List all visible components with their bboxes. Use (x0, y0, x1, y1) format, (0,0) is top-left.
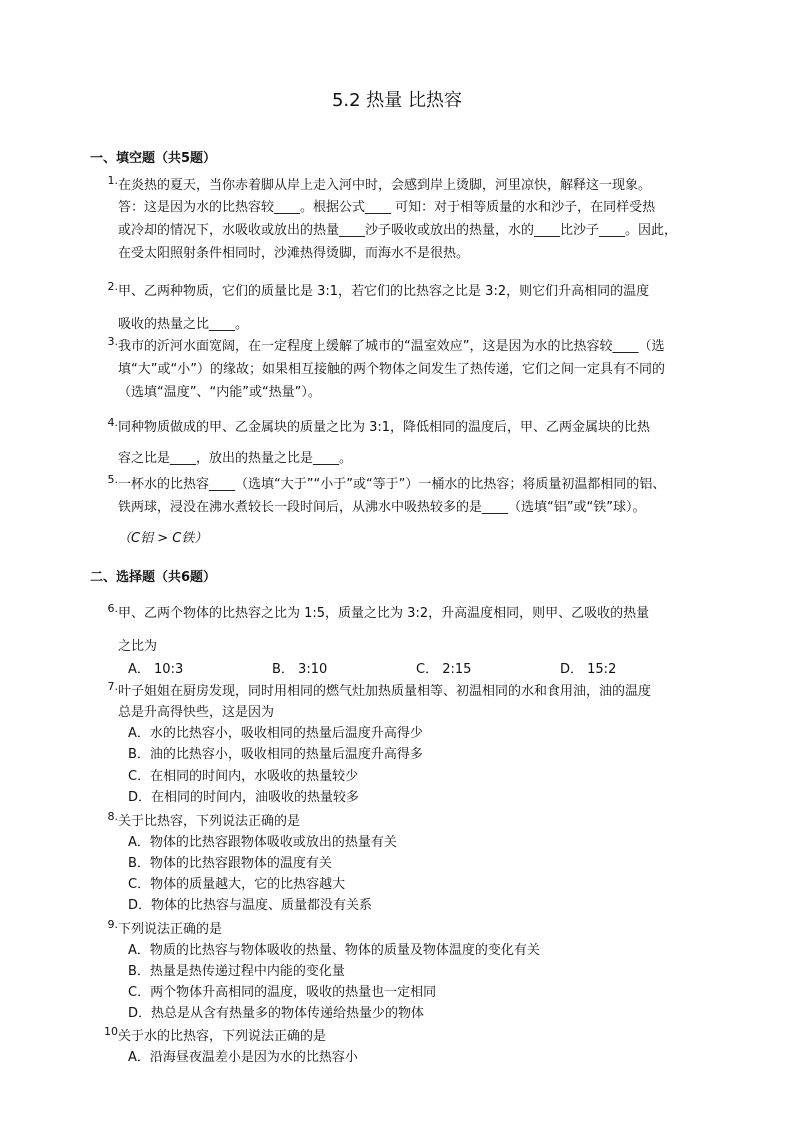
question-number: 7. (107, 680, 118, 693)
question-text: 我市的沂河水面宽阔，在一定程度上缓解了城市的“温室效应”，这是因为水的比热容较____（选 (118, 339, 665, 354)
question-text: 之比为 (118, 639, 158, 654)
question-text: 甲、乙两个物体的比热容之比为 1:5，质量之比为 3:2，升高温度相同，则甲、乙吸收的热量 (118, 606, 650, 621)
option-a[interactable]: A．物质的比热容与物体吸收的热量、物体的质量及物体温度的变化有关 (128, 943, 540, 958)
option-a[interactable]: A．物体的比热容跟物体吸收或放出的热量有关 (128, 835, 397, 850)
question-number: 3. (107, 335, 118, 348)
option-b[interactable]: B．物体的比热容跟物体的温度有关 (128, 856, 332, 871)
section-choice: 二、选择题（共6题） (90, 570, 217, 585)
question-text: 叶子姐姐在厨房发现，同时用相同的燃气灶加热质量相等、初温相同的水和食用油，油的温度 (118, 684, 652, 699)
question-text: （选填“温度”、“内能”或“热量”）。 (118, 385, 321, 400)
option-b[interactable]: B．油的比热容小，吸收相同的热量后温度升高得多 (128, 747, 423, 762)
option-a[interactable]: A． 10:3 (128, 662, 184, 677)
option-d[interactable]: D．物体的比热容与温度、质量都没有关系 (128, 898, 373, 913)
formula: （C铝 > C铁） (118, 531, 208, 546)
question-number: 8. (107, 810, 118, 823)
option-a[interactable]: A．沿海昼夜温差小是因为水的比热容小 (128, 1050, 358, 1065)
question-text: 填“大”或“小”）的缘故；如果相互接触的两个物体之间发生了热传递，它们之间一定具有不同的 (118, 362, 665, 377)
question-text: 一杯水的比热容____（选填“大于”“小于”或“等于”）一桶水的比热容；将质量初温都相同的铝、 (118, 477, 666, 492)
question-number: 4. (107, 416, 118, 429)
option-b[interactable]: B． 3:10 (272, 662, 328, 677)
question-number: 2. (107, 280, 118, 293)
page-title: 5.2 热量 比热容 (331, 90, 463, 111)
question-text: 吸收的热量之比____。 (118, 317, 249, 332)
question-number: 6. (107, 602, 118, 615)
section-fill-in: 一、填空题（共5题） (90, 151, 217, 166)
option-d[interactable]: D．热总是从含有热量多的物体传递给热量少的物体 (128, 1006, 425, 1021)
option-b[interactable]: B．热量是热传递过程中内能的变化量 (128, 964, 345, 979)
question-text: 在炎热的夏天，当你赤着脚从岸上走入河中时，会感到岸上烫脚，河里凉快，解释这一现象。 (118, 178, 652, 193)
question-text: 答：这是因为水的比热容较____。根据公式____ 可知：对于相等质量的水和沙子，在同样受热 (118, 200, 656, 215)
question-text: 关于比热容，下列说法正确的是 (118, 814, 301, 829)
question-number: 10. (104, 1025, 122, 1038)
question-text: 或冷却的情况下，水吸收或放出的热量____沙子吸收或放出的热量，水的____比沙子____。因此， (118, 223, 678, 238)
option-c[interactable]: C．在相同的时间内，水吸收的热量较少 (128, 769, 359, 784)
question-text: 关于水的比热容，下列说法正确的是 (118, 1029, 327, 1044)
question-number: 1. (107, 174, 118, 187)
question-text: 容之比是____，放出的热量之比是____。 (118, 451, 353, 466)
option-d[interactable]: D．在相同的时间内，油吸收的热量较多 (128, 790, 360, 805)
question-text: 甲、乙两种物质，它们的质量比是 3:1，若它们的比热容之比是 3:2，则它们升高相同的温度 (118, 284, 650, 299)
question-number: 9. (107, 918, 118, 931)
question-text: 下列说法正确的是 (118, 922, 223, 937)
question-text: 在受太阳照射条件相同时，沙滩热得烫脚，而海水不是很热。 (118, 246, 470, 261)
option-c[interactable]: C． 2:15 (416, 662, 472, 677)
question-text: 总是升高得快些，这是因为 (118, 705, 275, 720)
option-c[interactable]: C．物体的质量越大，它的比热容越大 (128, 877, 346, 892)
question-number: 5. (107, 473, 118, 486)
question-text: 铁两球，浸没在沸水煮较长一段时间后，从沸水中吸热较多的是____（选填“铝”或“铁”球）。 (118, 500, 646, 515)
option-a[interactable]: A．水的比热容小，吸收相同的热量后温度升高得少 (128, 726, 423, 741)
question-text: 同种物质做成的甲、乙金属块的质量之比为 3:1，降低相同的温度后，甲、乙两金属块的比热 (118, 420, 651, 435)
option-c[interactable]: C．两个物体升高相同的温度，吸收的热量也一定相同 (128, 985, 437, 1000)
option-d[interactable]: D． 15:2 (560, 662, 617, 677)
